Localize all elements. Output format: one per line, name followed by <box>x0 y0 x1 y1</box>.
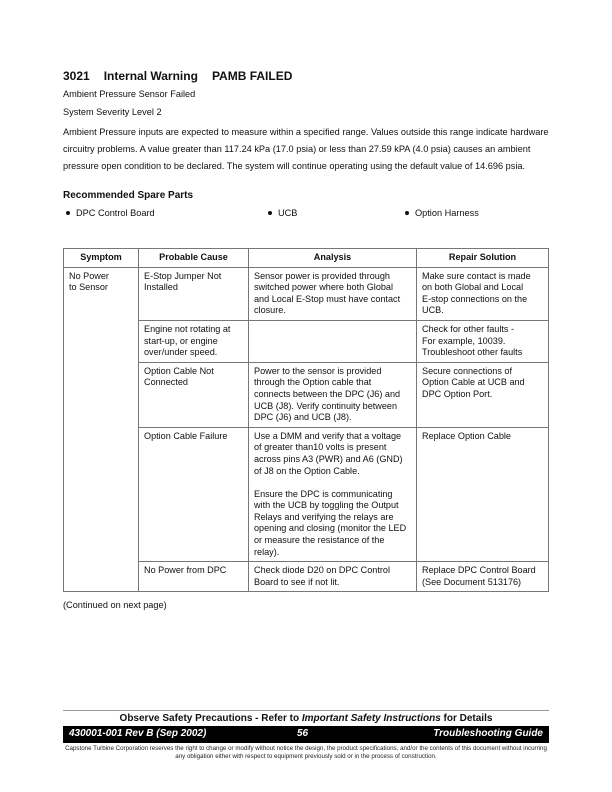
cause-cell: E-Stop Jumper Not Installed <box>139 267 249 320</box>
spare-part-item: UCB <box>268 208 297 218</box>
fault-name: PAMB FAILED <box>211 69 293 83</box>
repair-cell: Replace DPC Control Board (See Document 513176) <box>417 562 549 592</box>
table-header-row <box>64 249 549 268</box>
fault-category: Internal Warning <box>103 69 198 83</box>
spare-part-item: DPC Control Board <box>66 208 155 218</box>
footer-divider <box>63 710 549 711</box>
analysis-cell: Use a DMM and verify that a voltage of greater than10 volts is present across pins A3 (PWR) and A6 (GND) of J8 on the Option Cable. Ensure the DPC is communicating with the UCB by toggling the Output Relays and verifying the relays are opening and closing (monitor the LED or measure the resistance of the relay). <box>249 427 417 562</box>
column-header-repair: Repair Solution <box>417 249 549 268</box>
safety-notice: Observe Safety Precautions - Refer to Important Safety Instructions for Details <box>119 713 493 724</box>
repair-cell: Make sure contact is made on both Global and Local E-stop connections on the UCB. <box>417 267 549 320</box>
column-header-cause: Probable Cause <box>139 249 249 268</box>
repair-cell: Secure connections of Option Cable at UCB and DPC Option Port. <box>417 362 549 427</box>
fault-description: Ambient Pressure Sensor Failed <box>63 89 196 99</box>
fault-code: 3021 <box>63 69 90 83</box>
cause-cell: No Power from DPC <box>139 562 249 592</box>
document-number: 430001-001 Rev B (Sep 2002) <box>69 728 207 739</box>
footer-bar <box>63 726 549 743</box>
page-title <box>63 69 292 83</box>
column-header-symptom: Symptom <box>64 249 139 268</box>
page-number: 56 <box>297 728 309 739</box>
spare-parts-list <box>0 208 612 222</box>
analysis-cell <box>249 320 417 362</box>
legal-disclaimer: Capstone Turbine Corporation reserves the right to change or modify without notice the design, the product specifications, and/or the contents of this document without incurring any obligation either with respect to equipment previously sold or in the process of construction. <box>65 745 547 760</box>
intro-paragraph: Ambient Pressure inputs are expected to measure within a specified range. Values outside this range indicate hardware circuitry problems. A value greater than 117.24 kPa (17.0 psia) or less than 27.59 kPA (4.0 psia) causes an ambient pressure open condition to be declared. The system will continue operating using the default value of 14.696 psia. <box>63 127 549 172</box>
analysis-cell: Sensor power is provided through switched power where both Global and Local E-Stop must have contact closure. <box>249 267 417 320</box>
repair-cell: Replace Option Cable <box>417 427 549 562</box>
bullet-icon <box>268 211 272 215</box>
spare-parts-heading: Recommended Spare Parts <box>63 190 194 201</box>
analysis-cell: Check diode D20 on DPC Control Board to see if not lit. <box>249 562 417 592</box>
cause-cell: Option Cable Failure <box>139 427 249 562</box>
continued-note: (Continued on next page) <box>63 600 167 610</box>
analysis-cell: Power to the sensor is provided through the Option cable that connects between the DPC (J6) and UCB (J8). Verify continuity between DPC (J6) and UCB (J8). <box>249 362 417 427</box>
cause-cell: Engine not rotating at start-up, or engine over/under speed. <box>139 320 249 362</box>
repair-cell: Check for other faults - For example, 10039. Troubleshoot other faults <box>417 320 549 362</box>
table-row <box>64 267 549 320</box>
bullet-icon <box>405 211 409 215</box>
spare-part-item: Option Harness <box>405 208 479 218</box>
bullet-icon <box>66 211 70 215</box>
column-header-analysis: Analysis <box>249 249 417 268</box>
troubleshooting-table <box>63 248 549 592</box>
symptom-cell: No Power to Sensor <box>64 267 139 592</box>
safety-instructions-reference: Important Safety Instructions <box>301 713 441 724</box>
cause-cell: Option Cable Not Connected <box>139 362 249 427</box>
guide-title: Troubleshooting Guide <box>433 728 543 739</box>
severity-level: System Severity Level 2 <box>63 107 162 117</box>
